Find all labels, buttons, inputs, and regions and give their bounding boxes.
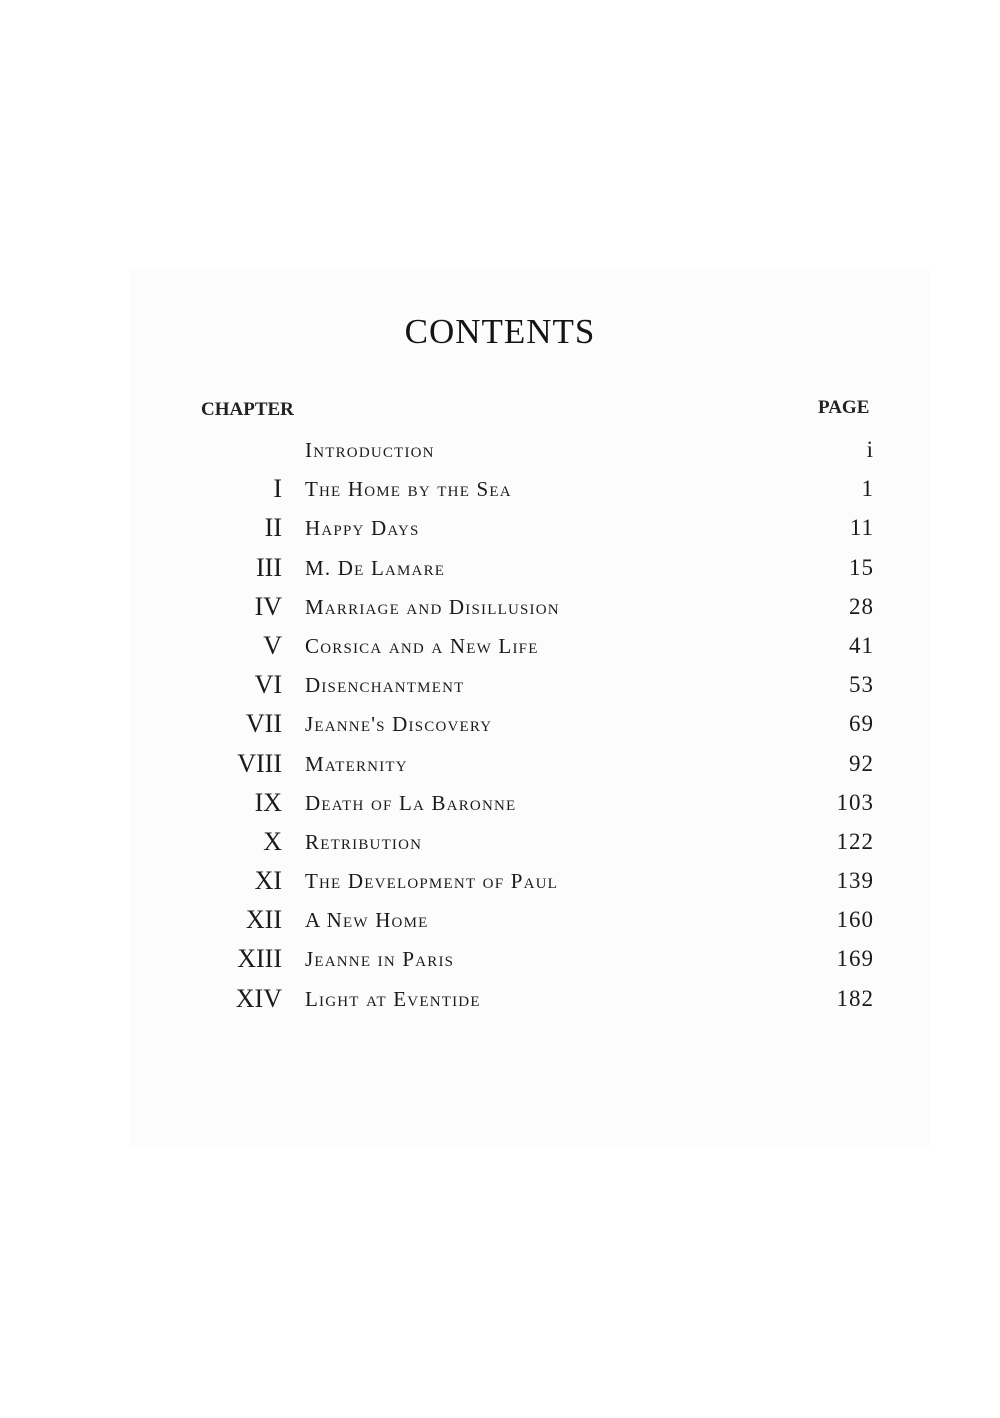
toc-entry[interactable] <box>200 981 880 1020</box>
chapter-number: VIII <box>237 748 282 778</box>
table-of-contents <box>200 432 880 1020</box>
chapter-number: III <box>256 552 282 582</box>
page-number: 103 <box>836 789 874 815</box>
chapter-title: Introduction <box>305 438 435 462</box>
page-number: i <box>866 437 874 462</box>
chapter-title: Corsica and a New Life <box>305 633 539 658</box>
page-number: 69 <box>849 711 874 737</box>
page-number: 53 <box>849 672 874 698</box>
chapter-number: I <box>273 474 282 504</box>
chapter-title: Retribution <box>305 829 423 854</box>
chapter-number: II <box>264 513 282 543</box>
toc-entry[interactable] <box>200 628 880 667</box>
toc-entry[interactable] <box>200 550 880 589</box>
contents-heading: CONTENTS <box>404 312 596 351</box>
toc-entry[interactable] <box>200 941 880 980</box>
toc-entry[interactable] <box>200 863 880 902</box>
chapter-title: Death of La Baronne <box>305 790 517 815</box>
toc-entry[interactable] <box>200 510 880 549</box>
toc-entry[interactable] <box>200 432 880 471</box>
toc-entry[interactable] <box>200 785 880 824</box>
toc-entry[interactable] <box>200 589 880 628</box>
chapter-title: Disenchantment <box>305 673 465 698</box>
toc-entry[interactable] <box>200 824 880 863</box>
page-number: 169 <box>836 946 874 972</box>
chapter-title: M. De Lamare <box>305 555 446 580</box>
chapter-number: XII <box>245 905 282 935</box>
page-number: 182 <box>836 985 874 1011</box>
page-number: 92 <box>849 750 874 776</box>
page-number: 41 <box>849 632 874 658</box>
page-number: 122 <box>836 828 874 854</box>
chapter-number: VI <box>254 670 282 700</box>
chapter-column-header: CHAPTER <box>201 399 294 420</box>
toc-entry[interactable] <box>200 471 880 510</box>
chapter-number: XIII <box>237 944 282 974</box>
chapter-number: IX <box>254 787 282 817</box>
page-column-header: PAGE <box>818 397 870 418</box>
page-number: 15 <box>849 554 874 580</box>
chapter-title: Marriage and Disillusion <box>305 594 560 619</box>
page-number: 160 <box>836 907 874 933</box>
chapter-number: XIV <box>235 983 282 1013</box>
chapter-title: Jeanne's Discovery <box>305 712 493 737</box>
chapter-title: A New Home <box>305 908 429 933</box>
chapter-number: XI <box>254 866 282 896</box>
chapter-title: Light at Eventide <box>305 986 481 1011</box>
chapter-title: Happy Days <box>305 516 420 541</box>
chapter-number: X <box>263 826 282 856</box>
page-number: 28 <box>849 593 874 619</box>
chapter-title: The Home by the Sea <box>305 477 512 502</box>
toc-entry[interactable] <box>200 706 880 745</box>
page-number: 11 <box>849 515 874 541</box>
page-number: 1 <box>861 476 874 502</box>
chapter-title: The Development of Paul <box>305 869 559 894</box>
toc-entry[interactable] <box>200 902 880 941</box>
toc-entry[interactable] <box>200 667 880 706</box>
chapter-number: VII <box>245 709 282 739</box>
chapter-number: IV <box>254 591 282 621</box>
chapter-title: Maternity <box>305 751 408 776</box>
chapter-title: Jeanne in Paris <box>305 947 455 972</box>
toc-entry[interactable] <box>200 746 880 785</box>
chapter-number: V <box>263 630 282 660</box>
page-number: 139 <box>836 868 874 894</box>
